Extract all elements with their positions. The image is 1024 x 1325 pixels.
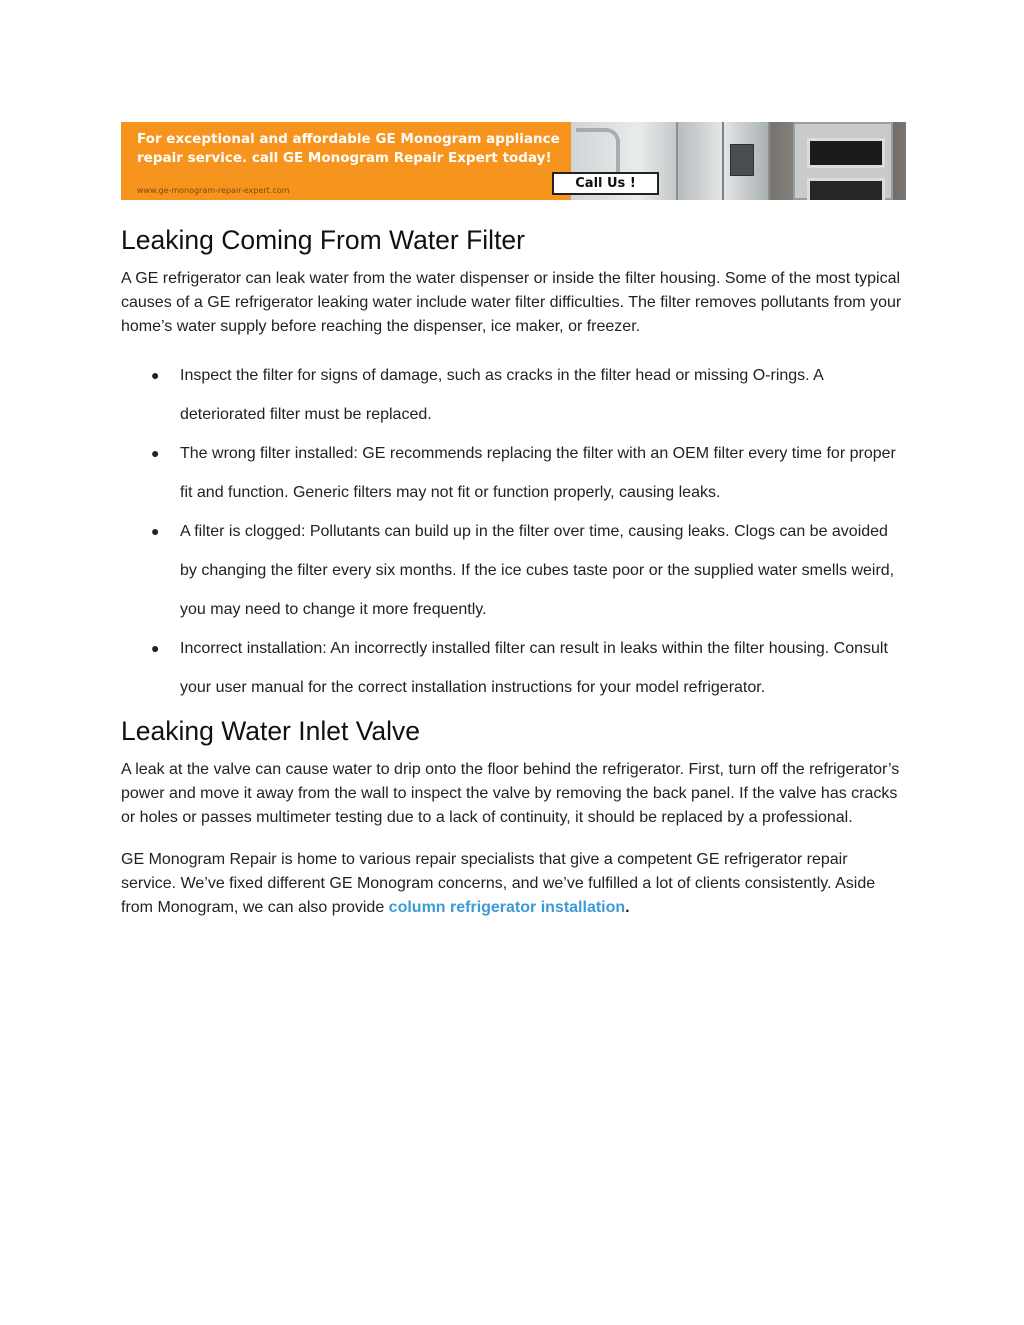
water-dispenser-graphic [730, 144, 754, 176]
document-page [121, 122, 906, 920]
oven-window-bottom [807, 178, 885, 200]
list-item-text: Incorrect installation: An incorrectly installed filter can result in leaks within the filter housing. Consult your user manual for the correct installation instructions for your model refrigerator. [180, 640, 888, 696]
list-item [121, 512, 906, 629]
list-item [121, 356, 906, 434]
wall-oven-graphic [793, 122, 893, 200]
list-item [121, 434, 906, 512]
list-item-text: The wrong filter installed: GE recommends replacing the filter with an OEM filter every time for proper fit and function. Generic filters may not fit or function properly, causing leaks. [180, 445, 896, 501]
water-filter-intro: A GE refrigerator can leak water from the water dispenser or inside the filter housing. Some of the most typical causes of a GE refrigerator leaking water include water filter difficulties. The filter removes pollutants from your home’s water supply before reaching the dispenser, ice maker, or freezer. [121, 270, 902, 335]
promo-banner[interactable] [121, 122, 906, 200]
section-heading-inlet-valve: Leaking Water Inlet Valve [121, 716, 421, 746]
list-item-text: Inspect the filter for signs of damage, such as cracks in the filter head or missing O-rings. A deteriorated filter must be replaced. [180, 367, 823, 423]
closing-paragraph-text: GE Monogram Repair is home to various repair specialists that give a competent GE refrigerator repair service. We’ve fixed different GE Monogram concerns, and we’ve fulfilled a lot of clients consistently. Aside from Monogram, we can also provide [121, 851, 876, 916]
banner-headline: For exceptional and affordable GE Monogram appliance repair service. call GE Monogram Repair Expert today! [137, 131, 560, 166]
column-refrigerator-installation-link[interactable]: column refrigerator installation [388, 899, 626, 916]
closing-period: . [625, 899, 630, 916]
bullet-icon: ● [151, 445, 160, 461]
closing-paragraph [121, 848, 906, 920]
list-item-text: A filter is clogged: Pollutants can build up in the filter over time, causing leaks. Clogs can be avoided by changing the filter every six months. If the ice cubes taste poor or the supplied water smells weird, you may need to change it more frequently. [180, 523, 895, 618]
bullet-icon: ● [151, 640, 160, 656]
inlet-valve-paragraph: A leak at the valve can cause water to drip onto the floor behind the refrigerator. First, turn off the refrigerator’s power and move it away from the wall to inspect the valve by removing the back panel. If the valve has cracks or holes or passes multimeter testing due to a lack of continuity, it should be replaced by a professional. [121, 761, 900, 826]
section-heading-water-filter: Leaking Coming From Water Filter [121, 225, 525, 255]
refrigerator-graphic [676, 122, 770, 200]
oven-window-top [807, 138, 885, 168]
call-us-button[interactable]: Call Us ! [552, 172, 659, 195]
bullet-icon: ● [151, 523, 160, 539]
banner-url: www.ge-monogram-repair-expert.com [137, 186, 290, 195]
bullet-icon: ● [151, 367, 160, 383]
fridge-door-split [722, 122, 724, 200]
water-filter-causes-list [121, 356, 906, 707]
list-item [121, 629, 906, 707]
